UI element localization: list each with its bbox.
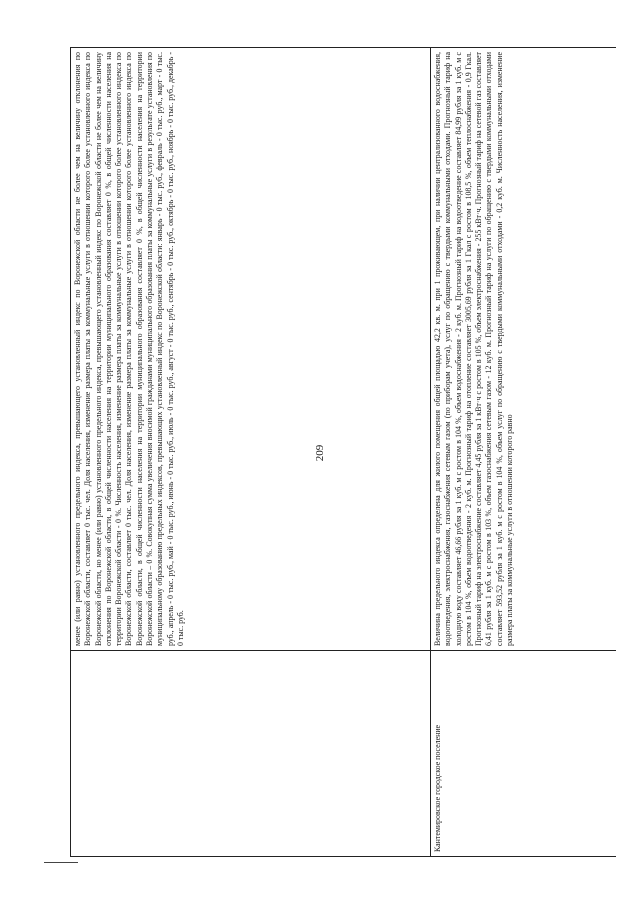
description-cell bbox=[71, 48, 431, 651]
municipality-name: Кантемировское городское поселение bbox=[433, 724, 442, 852]
description-text: Величина предельного индекса определена для жилого помещения общей площадью 42,2 кв. м. при 1 проживающем, при наличии централизованного водоснабжения, водоотведения, электроснабжения, газоснабжения сетевым газом (по приборам учета), услуг по обращению с твердыми коммунальными отходами. Прогнозный тариф на холодную воду составляет 46,66 рубля за 1 куб. м с ростом в 104 %, объем водоснабжения - 2 куб. м. Прогнозный тариф на водоотведение составляет 84,99 рубля за 1 куб. м с ростом в 104 %, объем водоотведения - 2 куб. м. Прогнозный тариф на отопление составляет 3005,69 рубля за 1 Гкал с ростом в 108,5 %, объем теплоснабжения - 0,9 Гкал. Прогнозный тариф на электроснабжение составляет 4,45 рубля за 1 кВт·ч с ростом в 105 %, объем электроснабжения - 255 кВт·ч. Прогнозный тариф на сетевой газ составляет 6,41 рубля за 1 куб. м с ростом в 103 %, объем газоснабжения сетевым газом - 12 куб. м. Прогнозный тариф на услуги по обращению с твердыми коммунальными отходами составляет 593,52 рубля за 1 куб. м с ростом в 104 %, объем услуг по обращению с твердыми коммунальными отходами - 0,2 куб. м. Численность населения, изменение размера платы за коммунальные услуги в отношении которого равно bbox=[433, 52, 515, 646]
table-row bbox=[71, 48, 431, 857]
page-number: 209 bbox=[314, 444, 326, 462]
footnote-rule bbox=[44, 862, 78, 863]
municipality-cell bbox=[431, 651, 617, 857]
table-row bbox=[431, 48, 617, 857]
municipal-index-table bbox=[70, 47, 616, 857]
rotated-table-frame bbox=[70, 47, 616, 857]
municipality-cell bbox=[71, 651, 431, 857]
description-cell bbox=[431, 48, 617, 651]
rotated-table-content bbox=[70, 47, 616, 857]
description-text: менее (или равно) установленного предельного индекса, превышающего установленный индекс по Воронежской области не более чем на величину отклонения по Воронежской области, составляет 0 тыс. чел. Доля населения, изменение размера платы за коммунальные услуги в отношении которого более установленного индекса по Воронежской области, но менее (или равно) установленного предельного индекса, превышающего установленный индекс по Воронежской области не более чем на величину отклонения по Воронежской области, в общей численности населения на территории муниципального образования составляет 0 %, в общей численности населения на территории Воронежской области - 0 %. Численность населения, изменение размера платы за коммунальные услуги в отношении которого более установленного индекса по Воронежской области, составляет 0 тыс. чел. Доля населения, изменение размера платы за коммунальные услуги в отношении которого более установленного индекса по Воронежской области, в общей численности населения на территории муниципального образования составляет 0 %, в общей численности населения на территории Воронежской области – 0 %. Совокупная сумма увеличения вносимой гражданами муниципального образования платы за коммунальные услуги в результате установления по муниципальному образованию предельных индексов, превышающих установленный индекс по Воронежской области: январь - 0 тыс. руб., февраль - 0 тыс. руб., март - 0 тыс. руб., апрель - 0 тыс. руб., май - 0 тыс. руб., июнь - 0 тыс. руб., июль - 0 тыс. руб., август - 0 тыс. руб., сентябрь - 0 тыс. руб., октябрь - 0 тыс. руб., ноябрь - 0 тыс. руб., декабрь - 0 тыс. руб. bbox=[73, 52, 185, 646]
